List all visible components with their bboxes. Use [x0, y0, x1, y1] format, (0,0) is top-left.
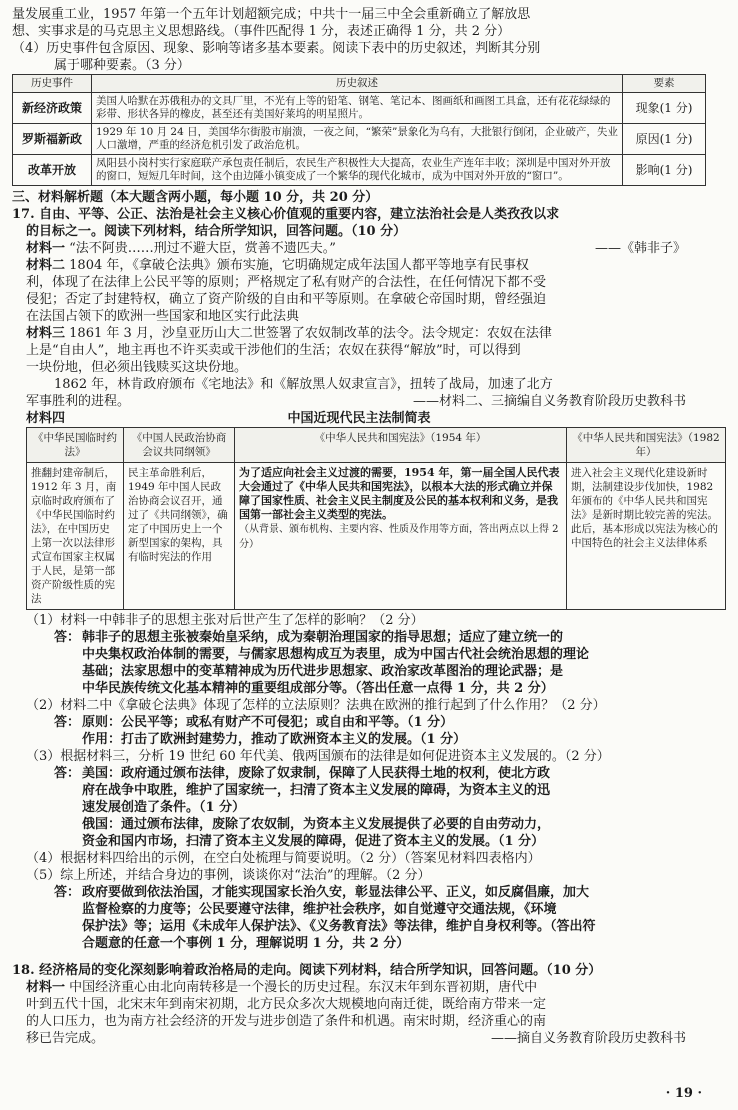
- q4-line-1: （4）历史事件包含原因、现象、影响等诸多基本要素。阅读下表中的历史叙述，判断其分别: [12, 41, 541, 56]
- answer-label: 答：: [54, 885, 81, 900]
- answer-text: 原则：公民平等；或私有财产不可侵犯；或自由和平等。（1 分）: [82, 715, 454, 730]
- narrative-cell: 美国人哈默在苏俄租办的文具厂里，不光有上等的铅笔、钢笔、笔记本、图画纸和画图工具盒，还有花花绿绿的彩带、形状各异的橡皮，甚至还有美国好莱坞的明星照片。: [92, 93, 623, 124]
- material-4-label: 材料四: [26, 411, 66, 426]
- material-1-source: ——《韩非子》: [594, 241, 686, 256]
- material-1-label: 材料一: [26, 241, 66, 256]
- page-number: · 19 ·: [665, 1086, 702, 1101]
- answer-5-line: 合题意的任意一个事例 1 分，理解说明 1 分，共 2 分）: [82, 936, 410, 951]
- answer-5-line: [12, 884, 706, 901]
- law-cell-note: （从背景、颁布机构、主要内容、性质及作用等方面，答出两点以上得 2 分）: [239, 524, 559, 550]
- law-cell: 推翻封建帝制后，1912 年 3 月，南京临时政府颁布了《中华民国临时约法》，在中国历史上第一次以法律形式宣布国家主权属于人民，是第一部资产阶级性质的宪法: [27, 463, 124, 610]
- table-header-element: 要素: [623, 75, 706, 93]
- material-3-label: 材料三: [26, 326, 66, 341]
- material-3-source: ——材料二、三摘编自义务教育阶段历史教科书: [412, 394, 686, 409]
- answer-text: 政府要做到依法治国，才能实现国家长治久安，彰显法律公平、正义，如反腐倡廉，加大: [82, 885, 590, 900]
- answer-1-line: 基础；法家思想中的变革精神成为历代进步思想家、政治家改革图治的理论武器；是: [82, 664, 564, 679]
- table-row: [13, 155, 706, 186]
- material-3-line-2: 上是“自由人”，地主再也不许买卖或干涉他们的生活；农奴在获得“解放”时，可以得到: [26, 343, 521, 358]
- law-cell: 进入社会主义现代化建设新时期，法制建设步伐加快，1982 年颁布的《中华人民共和国宪法》是新时期比较完善的宪法。此后，基本形成以宪法为核心的中国特色的社会主义法律体系: [567, 463, 726, 610]
- q17-line-1: 17. 自由、平等、公正、法治是社会主义核心价值观的重要内容，建立法治社会是人类孜孜以求: [12, 207, 560, 222]
- answer-3-line: 府在战争中取胜，维护了国家统一，扫清了资本主义发展的障碍，为资本主义的迅: [82, 783, 551, 798]
- event-cell: 新经济政策: [13, 93, 92, 124]
- question-4: （4）根据材料四给出的示例，在空白处梳理与简要说明。（2 分）（答案见材料四表格内）: [26, 851, 541, 866]
- q17-line-2: 的目标之一。阅读下列材料，结合所学知识，回答问题。（10 分）: [26, 224, 407, 239]
- answer-3-line: 速发展创造了条件。（1 分）: [82, 800, 246, 815]
- table-header-event: 历史事件: [13, 75, 92, 93]
- law-header: 《中国人民政治协商会议共同纲领》: [124, 428, 235, 463]
- law-cell: 民主革命胜利后，1949 年中国人民政治协商会议召开，通过了《共同纲领》，确定了中国历史上一个新型国家的架构，具有临时宪法的作用: [124, 463, 235, 610]
- answer-3-line: 资金和国内市场，扫清了资本主义发展的障碍，促进了资本主义的发展。（1 分）: [82, 834, 545, 849]
- answer-2-line: 作用：打击了欧洲封建势力，推动了欧洲资本主义的发展。（1 分）: [82, 732, 467, 747]
- q18-material-1-line-1: [12, 979, 706, 996]
- narrative-cell: 1929 年 10 月 24 日，美国华尔街股市崩溃，一夜之间，“繁荣”景象化为乌有，大批银行倒闭，企业破产，失业人口激增，严重的经济危机引发了政治危机。: [92, 124, 623, 155]
- event-cell: 改革开放: [13, 155, 92, 186]
- material-3-line-5: [12, 393, 706, 410]
- table-row: [13, 93, 706, 124]
- q18-material-1-label: 材料一: [26, 980, 66, 995]
- material-4-title: 中国近现代民主法制简表: [287, 411, 431, 426]
- q18-material-1-tail: 移已告完成。: [26, 1031, 105, 1046]
- table-row: [13, 124, 706, 155]
- law-cell-answer: [235, 463, 567, 610]
- answer-2-line: [12, 714, 706, 731]
- q18-material-1-source: ——摘自义务教育阶段历史教科书: [490, 1031, 686, 1046]
- material-2-line-3: 侵犯；否定了封建特权，确立了资产阶级的自由和平等原则。在拿破仑帝国时期，曾经强迫: [26, 292, 547, 307]
- answer-text: 韩非子的思想主张被秦始皇采纳，成为秦朝治理国家的指导思想；适应了建立统一的: [82, 630, 564, 645]
- material-3-tail: 军事胜利的进程。: [26, 394, 131, 409]
- q18-line-1: 18. 经济格局的变化深刻影响着政治格局的走向。阅读下列材料，结合所学知识，回答问题。（10 分）: [12, 963, 602, 978]
- q4-line-2: 属于哪种要素。（3 分）: [54, 58, 190, 73]
- material-2-line-4: 在法国占领下的欧洲一些国家和地区实行此法典: [26, 309, 300, 324]
- material-2-line-2: 利，体现了在法律上公民平等的原则；严格规定了私有财产的合法性，在任何情况下都不受: [26, 275, 547, 290]
- material-1: [12, 240, 706, 257]
- narrative-cell: 凤阳县小岗村实行家庭联产承包责任制后，农民生产积极性大大提高，农业生产连年丰收；深圳是中国对外开放的窗口，短短几年时间，这个由边陲小镇变成了一个繁华的现代化城市，成为中国对外开放的“窗口”。: [92, 155, 623, 186]
- section-3-heading: 三、材料解析题（本大题含两小题，每小题 10 分，共 20 分）: [12, 190, 379, 205]
- law-history-table: [26, 427, 726, 610]
- answer-5-line: 监督检察的力度等；公民要遵守法律，维护社会秩序，如自觉遵守交通法规，《环境: [82, 902, 557, 917]
- elements-table: [12, 74, 706, 186]
- table-header-narrative: 历史叙述: [92, 75, 623, 93]
- answer-1-line: [12, 629, 706, 646]
- law-header: 《中华人民共和国宪法》（1982 年）: [567, 428, 726, 463]
- material-2-label: 材料二: [26, 258, 66, 273]
- material-3-line-4: 1862 年，林肯政府颁布《宅地法》和《解放黑人奴隶宣言》，扭转了战局，加速了北方: [54, 377, 553, 392]
- material-3-line-3: 一块份地，但必须出钱赎买这块份地。: [26, 360, 248, 375]
- material-4-heading: [12, 410, 706, 427]
- element-cell: 原因(1 分): [623, 124, 706, 155]
- law-header: 《中华人民共和国宪法》（1954 年）: [235, 428, 567, 463]
- q18-material-1-line-3: 的人口压力，也为南方社会经济的开发与进步创造了条件和机遇。南宋时期，经济重心的南: [26, 1014, 547, 1029]
- answer-1-line: 中华民族传统文化基本精神的重要组成部分等。（答出任意一点得 1 分，共 2 分）: [82, 681, 554, 696]
- question-5: （5）综上所述，并结合身边的事例，谈谈你对“法治”的理解。（2 分）: [26, 868, 431, 883]
- law-header: 《中华民国临时约法》: [27, 428, 124, 463]
- material-3-line-1: [12, 325, 706, 342]
- qa-block: [12, 612, 706, 952]
- element-cell: 现象(1 分): [623, 93, 706, 124]
- question-1: （1）材料一中韩非子的思想主张对后世产生了怎样的影响？（2 分）: [26, 613, 424, 628]
- material-2-text: 1804 年，《拿破仑法典》颁布实施，它明确规定成年法国人都平等地享有民事权: [69, 258, 529, 273]
- answer-5-line: 保护法》等；运用《未成年人保护法》、《义务教育法》等法律，维护自身权利等。（答出符: [82, 919, 596, 934]
- law-cell-answer-text: 为了适应向社会主义过渡的需要，1954 年，第一届全国人民代表大会通过了《中华人民共和国宪法》，以根本大法的形式确立并保障了国家性质、社会主义民主制度及公民的基本权利和义务，是我国第一部社会主义类型的宪法。: [239, 466, 560, 521]
- answer-label: 答：: [54, 630, 81, 645]
- question-2: （2）材料二中《拿破仑法典》体现了怎样的立法原则？法典在欧洲的推行起到了什么作用？（2 分）: [26, 698, 606, 713]
- answer-3-line: [12, 765, 706, 782]
- event-cell: 罗斯福新政: [13, 124, 92, 155]
- answer-text: 美国：政府通过颁布法律，废除了奴隶制，保障了人民获得土地的权利，使北方政: [82, 766, 551, 781]
- answer-label: 答：: [54, 715, 81, 730]
- material-1-text: “法不阿贵……刑过不避大臣，赏善不遗匹夫。”: [69, 241, 336, 256]
- element-cell: 影响(1 分): [623, 155, 706, 186]
- q18-material-1-text: 中国经济重心由北向南转移是一个漫长的历史过程。东汉末年到东晋初期，唐代中: [69, 980, 538, 995]
- q18-material-1-line-2: 叶到五代十国，北宋末年到南宋初期，北方民众多次大规模地向南迁徙，既给南方带来一定: [26, 997, 547, 1012]
- intro-line-2: 想、实事求是的马克思主义思想路线。（事件匹配得 1 分，表述正确得 1 分，共 2 分）: [12, 24, 511, 39]
- material-3-text: 1861 年 3 月，沙皇亚历山大二世签署了农奴制改革的法令。法令规定：农奴在法律: [69, 326, 552, 341]
- material-2-line-1: [12, 257, 706, 274]
- q18-material-1-line-4: [12, 1030, 706, 1047]
- intro-line-1: 量发展重工业，1957 年第一个五年计划超额完成；中共十一届三中全会重新确立了解放思: [12, 7, 531, 22]
- question-3: （3）根据材料三，分析 19 世纪 60 年代美、俄两国颁布的法律是如何促进资本主义发展的。（2 分）: [26, 749, 610, 764]
- answer-1-line: 中央集权政治体制的需要，与儒家思想构成互为表里，成为中国古代社会统治思想的理论: [82, 647, 590, 662]
- answer-label: 答：: [54, 766, 81, 781]
- answer-3-line: 俄国：通过颁布法律，废除了农奴制，为资本主义发展提供了必要的自由劳动力，: [82, 817, 551, 832]
